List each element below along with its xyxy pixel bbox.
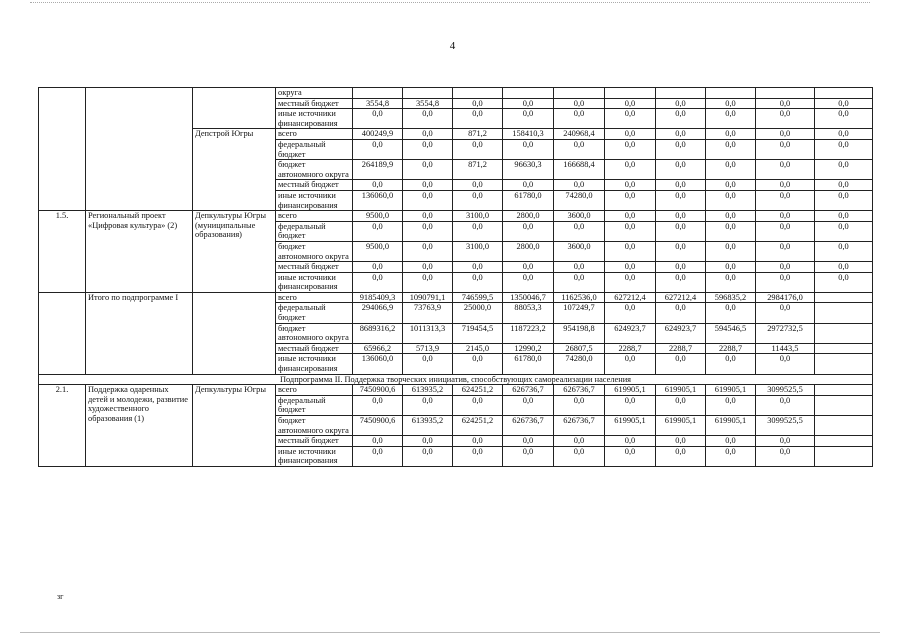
- amount-cell: 2972732,5: [756, 323, 815, 343]
- amount-cell: 0,0: [656, 160, 706, 180]
- amount-cell: [815, 88, 873, 99]
- amount-cell: 613935,2: [403, 416, 453, 436]
- amount-cell: 11443,5: [756, 343, 815, 354]
- amount-cell: 871,2: [453, 129, 503, 140]
- amount-cell: 0,0: [403, 262, 453, 273]
- amount-cell: 619905,1: [656, 416, 706, 436]
- amount-cell: 0,0: [756, 160, 815, 180]
- funding-source-label: бюджет автономного округа: [276, 160, 353, 180]
- item-number-cell: [39, 88, 86, 211]
- amount-cell: 0,0: [453, 98, 503, 109]
- amount-cell: 0,0: [756, 446, 815, 466]
- amount-cell: 0,0: [554, 446, 605, 466]
- amount-cell: 0,0: [403, 109, 453, 129]
- amount-cell: 0,0: [403, 139, 453, 159]
- funding-source-label: иные источники финансирования: [276, 190, 353, 210]
- item-number-cell: 1.5.: [39, 211, 86, 293]
- amount-cell: 0,0: [656, 221, 706, 241]
- amount-cell: [815, 303, 873, 323]
- amount-cell: 2984176,0: [756, 292, 815, 303]
- amount-cell: 954198,8: [554, 323, 605, 343]
- amount-cell: 2800,0: [503, 211, 554, 222]
- amount-cell: 0,0: [403, 436, 453, 447]
- amount-cell: 9500,0: [353, 241, 403, 261]
- amount-cell: 624251,2: [453, 416, 503, 436]
- amount-cell: 0,0: [656, 436, 706, 447]
- amount-cell: 0,0: [605, 395, 656, 415]
- amount-cell: 0,0: [706, 98, 756, 109]
- amount-cell: 0,0: [815, 262, 873, 273]
- amount-cell: 12990,2: [503, 343, 554, 354]
- amount-cell: 624923,7: [605, 323, 656, 343]
- amount-cell: 0,0: [605, 109, 656, 129]
- amount-cell: 594546,5: [706, 323, 756, 343]
- page-number: 4: [449, 40, 456, 52]
- amount-cell: 619905,1: [656, 385, 706, 396]
- amount-cell: 0,0: [756, 241, 815, 261]
- amount-cell: 619905,1: [706, 385, 756, 396]
- amount-cell: 0,0: [453, 139, 503, 159]
- amount-cell: [554, 88, 605, 99]
- amount-cell: 0,0: [815, 221, 873, 241]
- amount-cell: 0,0: [656, 395, 706, 415]
- amount-cell: 3600,0: [554, 211, 605, 222]
- amount-cell: 0,0: [815, 129, 873, 140]
- amount-cell: 1011313,3: [403, 323, 453, 343]
- amount-cell: 0,0: [706, 180, 756, 191]
- amount-cell: 613935,2: [403, 385, 453, 396]
- amount-cell: [815, 323, 873, 343]
- amount-cell: 9185409,3: [353, 292, 403, 303]
- amount-cell: 746599,5: [453, 292, 503, 303]
- amount-cell: 7450900,6: [353, 416, 403, 436]
- amount-cell: 719454,5: [453, 323, 503, 343]
- amount-cell: 624251,2: [453, 385, 503, 396]
- amount-cell: 0,0: [706, 395, 756, 415]
- amount-cell: 88053,3: [503, 303, 554, 323]
- amount-cell: 0,0: [656, 109, 706, 129]
- amount-cell: [815, 354, 873, 374]
- amount-cell: 3099525,5: [756, 416, 815, 436]
- funding-source-label: федеральный бюджет: [276, 139, 353, 159]
- amount-cell: 0,0: [605, 190, 656, 210]
- amount-cell: 0,0: [554, 139, 605, 159]
- amount-cell: 0,0: [353, 180, 403, 191]
- item-name-cell: Региональный проект «Цифровая культура» (2): [86, 211, 193, 293]
- amount-cell: [605, 88, 656, 99]
- amount-cell: 0,0: [756, 109, 815, 129]
- budget-table: [38, 87, 873, 467]
- amount-cell: 0,0: [706, 436, 756, 447]
- amount-cell: 96630,3: [503, 160, 554, 180]
- amount-cell: 0,0: [605, 160, 656, 180]
- amount-cell: 0,0: [453, 436, 503, 447]
- amount-cell: 0,0: [815, 241, 873, 261]
- amount-cell: 0,0: [403, 190, 453, 210]
- amount-cell: 3600,0: [554, 241, 605, 261]
- amount-cell: 619905,1: [605, 385, 656, 396]
- funding-source-label: всего: [276, 129, 353, 140]
- amount-cell: 2288,7: [656, 343, 706, 354]
- amount-cell: 0,0: [353, 139, 403, 159]
- item-name-cell: [86, 88, 193, 211]
- amount-cell: 0,0: [353, 446, 403, 466]
- amount-cell: 0,0: [605, 139, 656, 159]
- funding-source-label: федеральный бюджет: [276, 221, 353, 241]
- footer-mark: зг: [57, 592, 64, 601]
- amount-cell: 0,0: [756, 395, 815, 415]
- amount-cell: 7450900,6: [353, 385, 403, 396]
- amount-cell: 0,0: [815, 109, 873, 129]
- amount-cell: 626736,7: [503, 416, 554, 436]
- funding-source-label: бюджет автономного округа: [276, 416, 353, 436]
- funding-source-label: иные источники финансирования: [276, 272, 353, 292]
- amount-cell: 5713,9: [403, 343, 453, 354]
- amount-cell: 0,0: [403, 160, 453, 180]
- amount-cell: 0,0: [656, 211, 706, 222]
- amount-cell: 0,0: [756, 139, 815, 159]
- funding-source-label: местный бюджет: [276, 436, 353, 447]
- amount-cell: 0,0: [453, 190, 503, 210]
- amount-cell: 0,0: [403, 221, 453, 241]
- amount-cell: 619905,1: [706, 416, 756, 436]
- amount-cell: 0,0: [403, 211, 453, 222]
- amount-cell: 0,0: [353, 109, 403, 129]
- amount-cell: 0,0: [756, 129, 815, 140]
- amount-cell: 626736,7: [554, 385, 605, 396]
- amount-cell: 0,0: [503, 272, 554, 292]
- amount-cell: 0,0: [605, 436, 656, 447]
- amount-cell: 0,0: [353, 436, 403, 447]
- amount-cell: 627212,4: [605, 292, 656, 303]
- amount-cell: 0,0: [503, 395, 554, 415]
- executor-cell: [193, 292, 276, 374]
- item-number-cell: [39, 292, 86, 374]
- amount-cell: 0,0: [756, 211, 815, 222]
- amount-cell: 0,0: [503, 221, 554, 241]
- amount-cell: 1090791,1: [403, 292, 453, 303]
- amount-cell: 0,0: [656, 241, 706, 261]
- amount-cell: 0,0: [656, 180, 706, 191]
- amount-cell: 0,0: [815, 160, 873, 180]
- scan-bottom-edge: [20, 632, 880, 633]
- amount-cell: 0,0: [815, 272, 873, 292]
- funding-source-label: всего: [276, 211, 353, 222]
- amount-cell: 0,0: [353, 221, 403, 241]
- item-number-cell: 2.1.: [39, 385, 86, 467]
- amount-cell: 0,0: [756, 180, 815, 191]
- amount-cell: 0,0: [554, 272, 605, 292]
- amount-cell: 0,0: [756, 436, 815, 447]
- amount-cell: 0,0: [554, 436, 605, 447]
- amount-cell: 0,0: [554, 109, 605, 129]
- amount-cell: 0,0: [756, 221, 815, 241]
- funding-source-label: федеральный бюджет: [276, 303, 353, 323]
- amount-cell: 0,0: [656, 98, 706, 109]
- section-title: Подпрограмма II. Поддержка творческих инициатив, способствующих самореализации населения: [39, 374, 873, 385]
- amount-cell: 1187223,2: [503, 323, 554, 343]
- amount-cell: [503, 88, 554, 99]
- amount-cell: [815, 395, 873, 415]
- amount-cell: 0,0: [605, 129, 656, 140]
- amount-cell: 0,0: [353, 272, 403, 292]
- amount-cell: 0,0: [554, 221, 605, 241]
- amount-cell: 0,0: [656, 354, 706, 374]
- item-name-cell: Поддержка одаренных детей и молодежи, развитие художественного образования (1): [86, 385, 193, 467]
- amount-cell: 0,0: [756, 190, 815, 210]
- amount-cell: 73763,9: [403, 303, 453, 323]
- amount-cell: 0,0: [605, 180, 656, 191]
- amount-cell: 0,0: [706, 241, 756, 261]
- amount-cell: 0,0: [453, 180, 503, 191]
- amount-cell: 0,0: [605, 262, 656, 273]
- amount-cell: 0,0: [503, 98, 554, 109]
- amount-cell: 0,0: [503, 446, 554, 466]
- amount-cell: 0,0: [706, 221, 756, 241]
- amount-cell: 0,0: [706, 211, 756, 222]
- amount-cell: 0,0: [453, 446, 503, 466]
- section-row: [39, 374, 873, 385]
- funding-source-label: местный бюджет: [276, 343, 353, 354]
- amount-cell: [815, 343, 873, 354]
- amount-cell: 0,0: [403, 129, 453, 140]
- amount-cell: 0,0: [756, 354, 815, 374]
- table-row: [39, 292, 873, 303]
- amount-cell: 627212,4: [656, 292, 706, 303]
- amount-cell: 0,0: [815, 190, 873, 210]
- amount-cell: 9500,0: [353, 211, 403, 222]
- amount-cell: 74280,0: [554, 354, 605, 374]
- amount-cell: 0,0: [605, 221, 656, 241]
- amount-cell: 0,0: [706, 160, 756, 180]
- amount-cell: 0,0: [605, 446, 656, 466]
- amount-cell: 0,0: [605, 98, 656, 109]
- amount-cell: 0,0: [706, 129, 756, 140]
- total-name-cell: Итого по подпрограмме I: [86, 292, 193, 374]
- funding-source-label: всего: [276, 292, 353, 303]
- amount-cell: 871,2: [453, 160, 503, 180]
- amount-cell: [815, 416, 873, 436]
- amount-cell: 0,0: [605, 354, 656, 374]
- amount-cell: 0,0: [453, 221, 503, 241]
- amount-cell: 0,0: [815, 180, 873, 191]
- amount-cell: 0,0: [656, 446, 706, 466]
- amount-cell: 74280,0: [554, 190, 605, 210]
- amount-cell: [815, 446, 873, 466]
- amount-cell: 0,0: [605, 303, 656, 323]
- amount-cell: [453, 88, 503, 99]
- executor-cell: Депкультуры Югры (муниципальные образования): [193, 211, 276, 293]
- amount-cell: 0,0: [706, 272, 756, 292]
- funding-source-label: местный бюджет: [276, 262, 353, 273]
- amount-cell: 0,0: [756, 303, 815, 323]
- amount-cell: 0,0: [554, 395, 605, 415]
- amount-cell: [706, 88, 756, 99]
- amount-cell: 136060,0: [353, 354, 403, 374]
- amount-cell: 0,0: [503, 262, 554, 273]
- amount-cell: 0,0: [815, 98, 873, 109]
- amount-cell: 25000,0: [453, 303, 503, 323]
- amount-cell: 0,0: [554, 180, 605, 191]
- executor-cell: [193, 88, 276, 129]
- amount-cell: 0,0: [756, 262, 815, 273]
- amount-cell: 1350046,7: [503, 292, 554, 303]
- table-row: [39, 385, 873, 396]
- amount-cell: 3554,8: [403, 98, 453, 109]
- amount-cell: 0,0: [706, 303, 756, 323]
- amount-cell: 0,0: [706, 109, 756, 129]
- amount-cell: 61780,0: [503, 354, 554, 374]
- executor-cell: Депкультуры Югры: [193, 385, 276, 467]
- amount-cell: 1162536,0: [554, 292, 605, 303]
- amount-cell: 0,0: [453, 354, 503, 374]
- amount-cell: 0,0: [656, 262, 706, 273]
- amount-cell: 400249,9: [353, 129, 403, 140]
- amount-cell: 0,0: [353, 395, 403, 415]
- amount-cell: 596835,2: [706, 292, 756, 303]
- amount-cell: 626736,7: [554, 416, 605, 436]
- amount-cell: 0,0: [503, 139, 554, 159]
- amount-cell: 294066,9: [353, 303, 403, 323]
- amount-cell: 107249,7: [554, 303, 605, 323]
- amount-cell: 0,0: [554, 262, 605, 273]
- amount-cell: 0,0: [403, 241, 453, 261]
- amount-cell: 0,0: [453, 272, 503, 292]
- amount-cell: 0,0: [706, 139, 756, 159]
- amount-cell: 0,0: [656, 190, 706, 210]
- funding-source-label: иные источники финансирования: [276, 354, 353, 374]
- amount-cell: [656, 88, 706, 99]
- amount-cell: [815, 436, 873, 447]
- amount-cell: 0,0: [453, 109, 503, 129]
- funding-source-label: местный бюджет: [276, 180, 353, 191]
- table-row: [39, 88, 873, 99]
- amount-cell: 0,0: [756, 98, 815, 109]
- amount-cell: 0,0: [706, 354, 756, 374]
- amount-cell: 0,0: [554, 98, 605, 109]
- amount-cell: 0,0: [605, 241, 656, 261]
- amount-cell: 0,0: [815, 139, 873, 159]
- funding-source-label: иные источники финансирования: [276, 109, 353, 129]
- amount-cell: 624923,7: [656, 323, 706, 343]
- funding-source-label: местный бюджет: [276, 98, 353, 109]
- amount-cell: 264189,9: [353, 160, 403, 180]
- amount-cell: 61780,0: [503, 190, 554, 210]
- amount-cell: 0,0: [706, 262, 756, 273]
- amount-cell: 3554,8: [353, 98, 403, 109]
- table-row: [39, 211, 873, 222]
- scan-top-edge: [30, 2, 870, 3]
- amount-cell: 2800,0: [503, 241, 554, 261]
- amount-cell: 0,0: [503, 436, 554, 447]
- amount-cell: 0,0: [403, 272, 453, 292]
- amount-cell: 0,0: [656, 303, 706, 323]
- funding-source-label: иные источники финансирования: [276, 446, 353, 466]
- amount-cell: 0,0: [503, 109, 554, 129]
- amount-cell: 2288,7: [706, 343, 756, 354]
- executor-cell: Депстрой Югры: [193, 129, 276, 211]
- amount-cell: 8689316,2: [353, 323, 403, 343]
- amount-cell: 3099525,5: [756, 385, 815, 396]
- amount-cell: 0,0: [706, 190, 756, 210]
- amount-cell: 240968,4: [554, 129, 605, 140]
- amount-cell: 65966,2: [353, 343, 403, 354]
- amount-cell: 626736,7: [503, 385, 554, 396]
- amount-cell: 0,0: [706, 446, 756, 466]
- amount-cell: 0,0: [453, 395, 503, 415]
- amount-cell: 0,0: [403, 395, 453, 415]
- amount-cell: 0,0: [353, 262, 403, 273]
- amount-cell: [353, 88, 403, 99]
- amount-cell: 2145,0: [453, 343, 503, 354]
- funding-source-label: округа: [276, 88, 353, 99]
- amount-cell: 0,0: [756, 272, 815, 292]
- amount-cell: 0,0: [453, 262, 503, 273]
- amount-cell: 2288,7: [605, 343, 656, 354]
- amount-cell: 0,0: [656, 272, 706, 292]
- amount-cell: 26807,5: [554, 343, 605, 354]
- budget-table-body: [39, 88, 873, 467]
- amount-cell: [815, 292, 873, 303]
- amount-cell: 0,0: [656, 139, 706, 159]
- amount-cell: 166688,4: [554, 160, 605, 180]
- funding-source-label: бюджет автономного округа: [276, 241, 353, 261]
- amount-cell: 0,0: [403, 446, 453, 466]
- amount-cell: 136060,0: [353, 190, 403, 210]
- amount-cell: 0,0: [605, 211, 656, 222]
- amount-cell: 3100,0: [453, 241, 503, 261]
- amount-cell: [403, 88, 453, 99]
- amount-cell: 158410,3: [503, 129, 554, 140]
- amount-cell: 0,0: [403, 354, 453, 374]
- amount-cell: 0,0: [503, 180, 554, 191]
- amount-cell: 3100,0: [453, 211, 503, 222]
- amount-cell: [756, 88, 815, 99]
- funding-source-label: бюджет автономного округа: [276, 323, 353, 343]
- amount-cell: 619905,1: [605, 416, 656, 436]
- amount-cell: 0,0: [403, 180, 453, 191]
- amount-cell: 0,0: [605, 272, 656, 292]
- amount-cell: 0,0: [815, 211, 873, 222]
- amount-cell: [815, 385, 873, 396]
- funding-source-label: всего: [276, 385, 353, 396]
- amount-cell: 0,0: [656, 129, 706, 140]
- funding-source-label: федеральный бюджет: [276, 395, 353, 415]
